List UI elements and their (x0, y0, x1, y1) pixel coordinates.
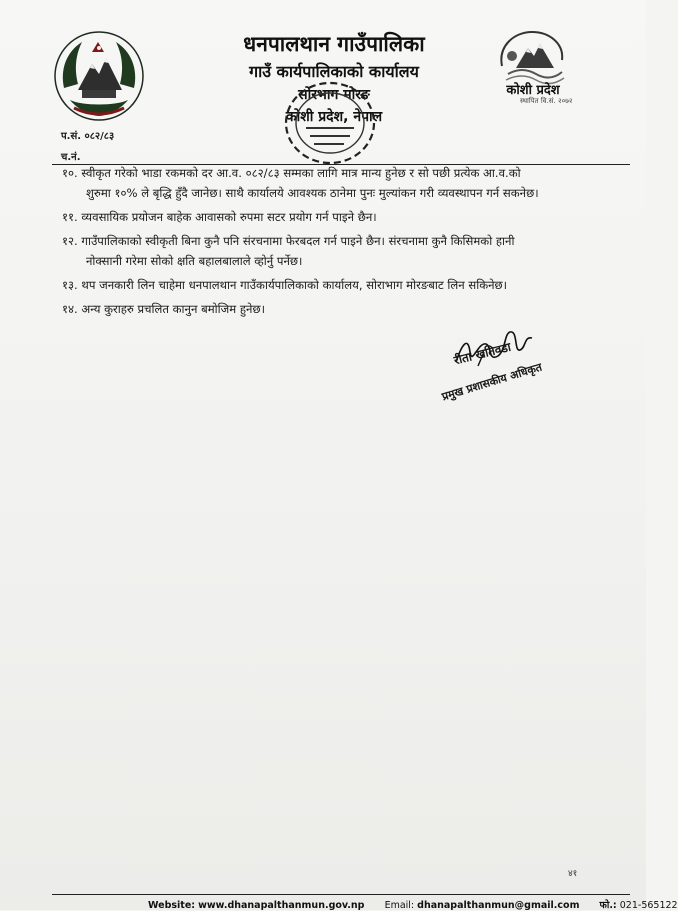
condition-item (62, 299, 622, 319)
website-link[interactable]: www.dhanapalthanmun.gov.np (198, 900, 365, 911)
condition-line: ११. व्यवसायिक प्रयोजन बाहेक आवासको रुपमा सटर प्रयोग गर्न पाइने छैन। (62, 210, 377, 224)
condition-item (62, 163, 622, 203)
email-label: Email: (384, 900, 415, 911)
office-stamp-icon (282, 78, 378, 168)
email-link[interactable]: dhanapalthanmun@gmail.com (417, 900, 580, 911)
right-logo-text: कोशी प्रदेश (506, 83, 560, 98)
page-mark: ४१ (568, 869, 578, 879)
website-label: Website: (148, 900, 196, 911)
condition-line: १३. थप जनकारी लिन चाहेमा धनपालथान गाउँकार्यपालिकाको कार्यालय, सोराभाग मोरङबाट लिन सकिनेछ। (62, 278, 508, 292)
condition-continuation: नोक्सानी गरेमा सोको क्षति बहालबालाले व्होर्नु पर्नेछ। (86, 254, 303, 268)
right-logo-tagline: स्थापित वि.सं. २०७२ (520, 97, 573, 105)
reference-number: प.सं. ०८२/८३ (61, 131, 115, 142)
conditions-list (62, 163, 622, 323)
condition-continuation: शुरुमा १०% ले बृद्धि हुँदै जानेछ। साथै कार्यालये आवश्यक ठानेमा पुनः मुल्यांकन गरी व्यवस्थापन गर्न सकनेछ। (86, 186, 539, 200)
condition-line: १४. अन्य कुराहरु प्रचलित कानुन बमोजिम हुनेछ। (62, 302, 266, 316)
condition-line: १२. गाउँपालिकाको स्वीकृती बिना कुनै पनि संरचनामा फेरबदल गर्न पाइने छैन। संरचनामा कुनै किसिमको हानी (62, 234, 515, 248)
dispatch-number: च.नं. (61, 152, 81, 163)
address-line-2: कोशी प्रदेश, नेपाल (285, 109, 383, 125)
condition-item (62, 231, 622, 271)
office-name-title: धनपालथान गाउँपालिका (243, 32, 425, 56)
phone-number: 021-565122 (619, 900, 678, 911)
signatory-name: रीता खतिवडा (452, 339, 513, 368)
signatory-title: प्रमुख प्रशासकीय अधिकृत (440, 360, 544, 404)
condition-item (62, 207, 622, 227)
nepal-emblem-icon (52, 28, 146, 122)
office-subtitle: गाउँ कार्यपालिकाको कार्यालय (249, 62, 419, 81)
address-line-1: सोरभाग मोरङ (298, 87, 370, 103)
footer (148, 898, 678, 911)
condition-line: १०. स्वीकृत गरेको भाडा रकमको दर आ.व. ०८२/८३ सम्मका लागि मात्र मान्य हुनेछ र सो पछी प्रत्येक आ.व.को (62, 166, 521, 180)
phone-label: फो.: (599, 900, 617, 911)
condition-item (62, 275, 622, 295)
footer-divider (52, 894, 630, 895)
